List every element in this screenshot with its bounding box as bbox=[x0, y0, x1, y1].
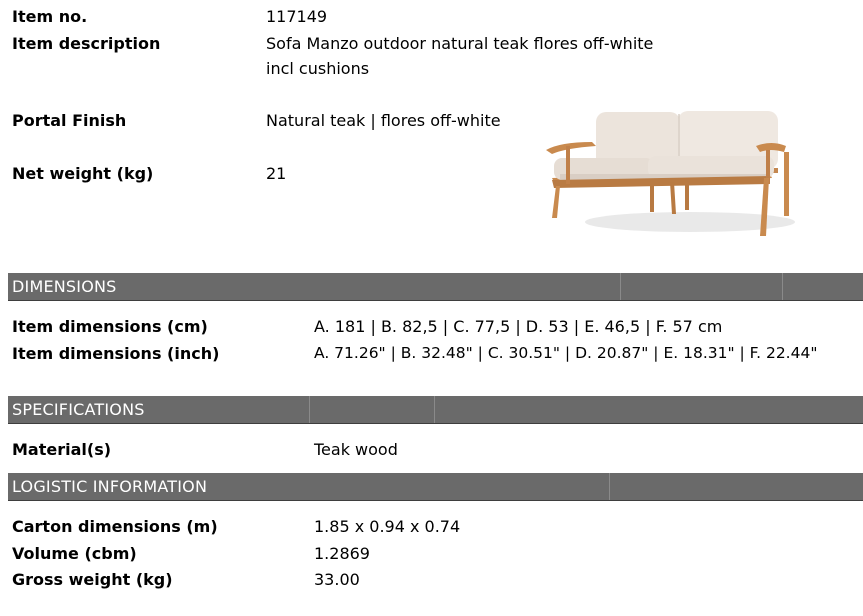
logistic-section-title: LOGISTIC INFORMATION bbox=[12, 477, 208, 496]
materials-label: Material(s) bbox=[12, 440, 112, 459]
item-description-line1: Sofa Manzo outdoor natural teak flores off-white bbox=[266, 34, 654, 53]
net-weight-label: Net weight (kg) bbox=[12, 164, 154, 183]
item-dimensions-inch-label: Item dimensions (inch) bbox=[12, 344, 220, 363]
bar-divider bbox=[309, 396, 310, 423]
volume-label: Volume (cbm) bbox=[12, 544, 137, 563]
bar-divider bbox=[434, 396, 435, 423]
portal-finish-label: Portal Finish bbox=[12, 111, 127, 130]
item-no-value: 117149 bbox=[266, 7, 328, 26]
carton-dimensions-label: Carton dimensions (m) bbox=[12, 517, 218, 536]
item-dimensions-cm-value: A. 181 | B. 82,5 | C. 77,5 | D. 53 | E. 46,5 | F. 57 cm bbox=[314, 317, 723, 336]
carton-dimensions-value: 1.85 x 0.94 x 0.74 bbox=[314, 517, 461, 536]
net-weight-value: 21 bbox=[266, 164, 287, 183]
dimensions-section-header bbox=[8, 273, 863, 301]
item-no-label: Item no. bbox=[12, 7, 88, 26]
item-description-line2: incl cushions bbox=[266, 59, 370, 78]
bar-divider bbox=[609, 473, 610, 500]
portal-finish-value: Natural teak | flores off-white bbox=[266, 111, 501, 130]
volume-value: 1.2869 bbox=[314, 544, 370, 563]
item-dimensions-cm-label: Item dimensions (cm) bbox=[12, 317, 208, 336]
dimensions-section-title: DIMENSIONS bbox=[12, 277, 117, 296]
specifications-section-title: SPECIFICATIONS bbox=[12, 400, 145, 419]
sofa-product-image bbox=[540, 106, 800, 242]
item-dimensions-inch-value: A. 71.26" | B. 32.48" | C. 30.51" | D. 20.87" | E. 18.31" | F. 22.44" bbox=[314, 344, 818, 362]
specifications-section-header bbox=[8, 396, 863, 424]
item-description-label: Item description bbox=[12, 34, 161, 53]
bar-divider bbox=[782, 273, 783, 300]
gross-weight-label: Gross weight (kg) bbox=[12, 570, 173, 589]
gross-weight-value: 33.00 bbox=[314, 570, 360, 589]
logistic-section-header bbox=[8, 473, 863, 501]
bar-divider bbox=[620, 273, 621, 300]
materials-value: Teak wood bbox=[314, 440, 398, 459]
